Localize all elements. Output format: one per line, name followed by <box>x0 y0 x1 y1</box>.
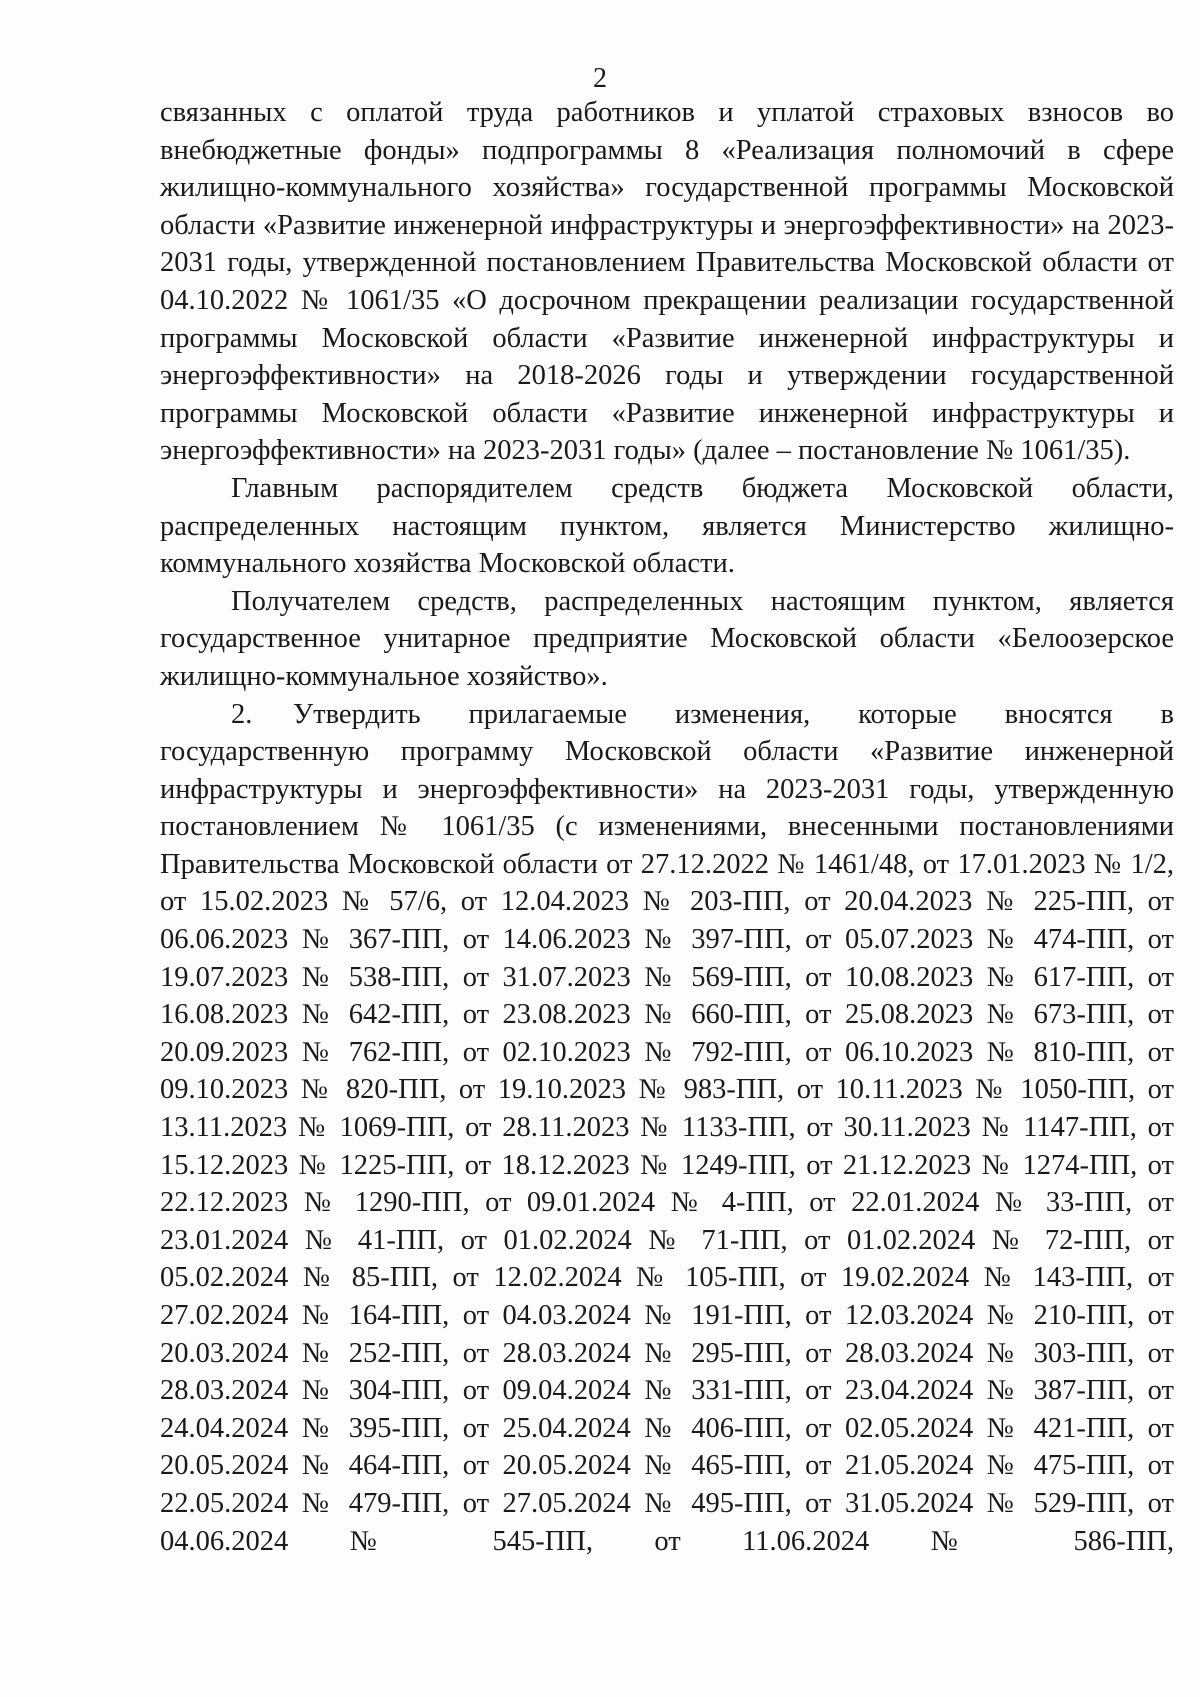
document-body <box>160 94 1174 1560</box>
item-2-text: Утвердить прилагаемые изменения, которые вносятся в государственную программу Московской области «Развитие инженерной инфраструктуры и энергоэффективности» на 2023-2031 годы, утвержденную постановлением № 1061/35 (с изменениями, внесенными постановлениями Правительства Московской области от 27.12.2022 № 1461/48, от 17.01.2023 № 1/2, от 15.02.2023 № 57/6, от 12.04.2023 № 203-ПП, от 20.04.2023 № 225-ПП, от 06.06.2023 № 367-ПП, от 14.06.2023 № 397-ПП, от 05.07.2023 № 474-ПП, от 19.07.2023 № 538-ПП, от 31.07.2023 № 569-ПП, от 10.08.2023 № 617-ПП, от 16.08.2023 № 642-ПП, от 23.08.2023 № 660-ПП, от 25.08.2023 № 673-ПП, от 20.09.2023 № 762-ПП, от 02.10.2023 № 792-ПП, от 06.10.2023 № 810-ПП, от 09.10.2023 № 820-ПП, от 19.10.2023 № 983-ПП, от 10.11.2023 № 1050-ПП, от 13.11.2023 № 1069-ПП, от 28.11.2023 № 1133-ПП, от 30.11.2023 № 1147-ПП, от 15.12.2023 № 1225-ПП, от 18.12.2023 № 1249-ПП, от 21.12.2023 № 1274-ПП, от 22.12.2023 № 1290-ПП, от 09.01.2024 № 4-ПП, от 22.01.2024 № 33-ПП, от 23.01.2024 № 41-ПП, от 01.02.2024 № 71-ПП, от 01.02.2024 № 72-ПП, от 05.02.2024 № 85-ПП, от 12.02.2024 № 105-ПП, от 19.02.2024 № 143-ПП, от 27.02.2024 № 164-ПП, от 04.03.2024 № 191-ПП, от 12.03.2024 № 210-ПП, от 20.03.2024 № 252-ПП, от 28.03.2024 № 295-ПП, от 28.03.2024 № 303-ПП, от 28.03.2024 № 304-ПП, от 09.04.2024 № 331-ПП, от 23.04.2024 № 387-ПП, от 24.04.2024 № 395-ПП, от 25.04.2024 № 406-ПП, от 02.05.2024 № 421-ПП, от 20.05.2024 № 464-ПП, от 20.05.2024 № 465-ПП, от 21.05.2024 № 475-ПП, от 22.05.2024 № 479-ПП, от 27.05.2024 № 495-ПП, от 31.05.2024 № 529-ПП, от 04.06.2024 № 545-ПП, от 11.06.2024 № 586-ПП, <box>160 698 1174 1557</box>
paragraph-chief-administrator: Главным распорядителем средств бюджета Московской области, распределенных настоящим пунктом, является Министерство жилищно-коммунального хозяйства Московской области. <box>160 472 1174 580</box>
item-number: 2. <box>231 698 253 730</box>
paragraph-recipient: Получателем средств, распределенных настоящим пунктом, является государственное унитарное предприятие Московской области «Белоозерское жилищно-коммунальное хозяйство». <box>160 585 1174 692</box>
paragraph-continuation: связанных с оплатой труда работников и уплатой страховых взносов во внебюджетные фонды» подпрограммы 8 «Реализация полномочий в сфере жилищно-коммунального хозяйства» государственной программы Московской области «Развитие инженерной инфраструктуры и энергоэффективности» на 2023-2031 годы, утвержденной постановлением Правительства Московской области от 04.10.2022 № 1061/35 «О досрочном прекращении реализации государственной программы Московской области «Развитие инженерной инфраструктуры и энергоэффективности» на 2018-2026 годы и утверждении государственной программы Московской области «Развитие инженерной инфраструктуры и энергоэффективности» на 2023-2031 годы» (далее – постановление № 1061/35). <box>160 97 1174 467</box>
page-number: 2 <box>593 63 607 94</box>
paragraph-item-2 <box>160 696 1174 1561</box>
